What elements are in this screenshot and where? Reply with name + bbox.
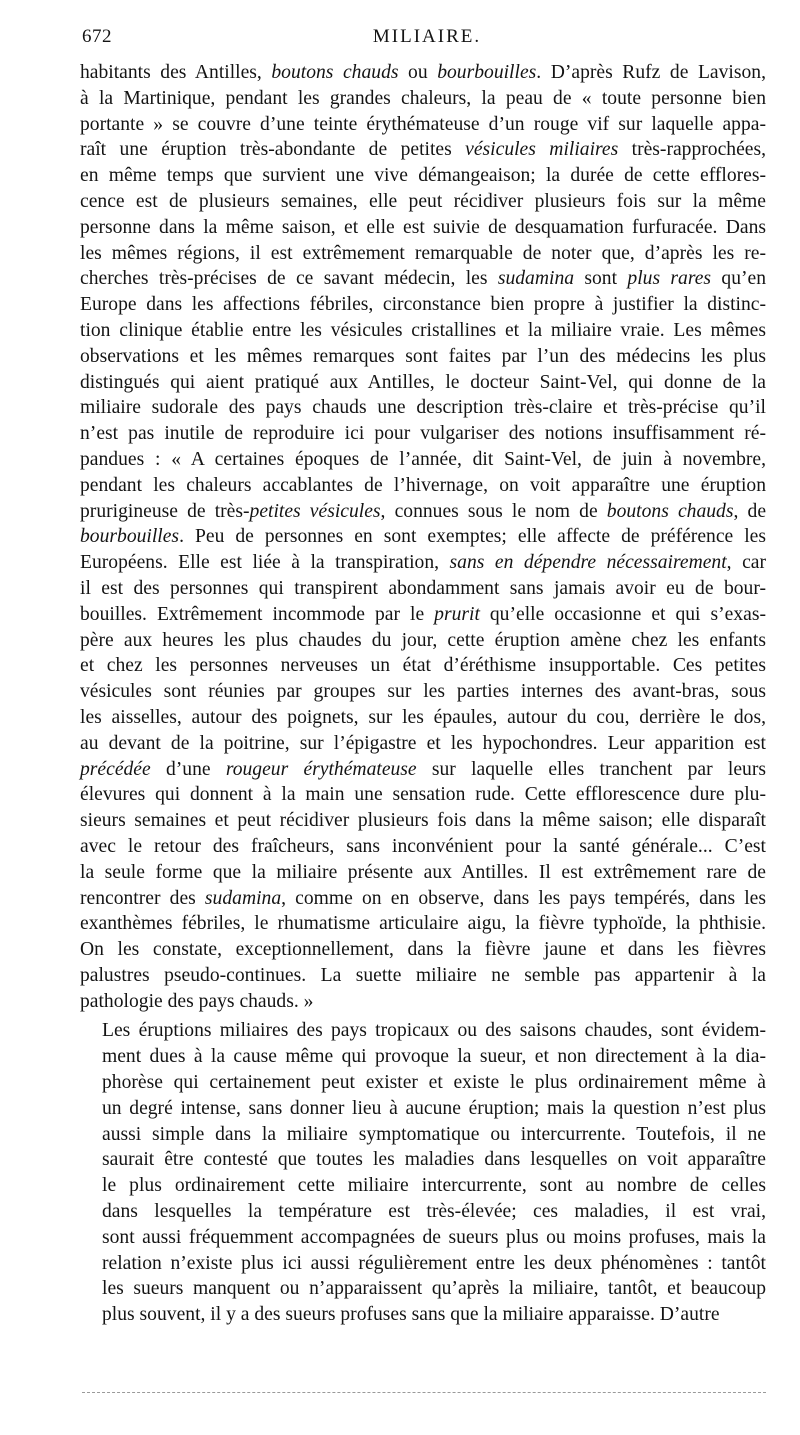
text-run: les sueurs manquent ou n’apparaissent qu’après la miliaire, tantôt, et beaucoup — [102, 1278, 766, 1300]
text-line — [80, 1147, 766, 1173]
text-run: On les constate, exceptionnellement, dans la fièvre jaune et dans les fièvres — [80, 939, 766, 961]
text-run: . Peu de personnes en sont exemptes; elle affecte de préférence les — [179, 526, 766, 548]
text-line — [80, 163, 766, 189]
text-line — [80, 1018, 766, 1044]
text-line — [80, 292, 766, 318]
text-line — [80, 318, 766, 344]
text-line — [80, 1302, 766, 1328]
text-run: pandues : « A certaines époques de l’année, dit Saint-Vel, de juin à novembre, — [80, 448, 766, 470]
text-line — [80, 1225, 766, 1251]
text-run: en même temps que survient une vive démangeaison; la durée de cette efflores- — [80, 165, 766, 187]
text-line — [80, 370, 766, 396]
text-line — [80, 679, 766, 705]
text-run: un degré intense, sans donner lieu à aucune éruption; mais la question n’est plus — [102, 1097, 766, 1119]
text-run: dans lesquelles la température est très-élevée; ces maladies, il est vrai, — [102, 1201, 766, 1223]
text-line — [80, 1173, 766, 1199]
text-line — [80, 86, 766, 112]
text-run: relation n’existe plus ici aussi régulièrement entre les deux phénomènes : tantôt — [102, 1252, 766, 1274]
text-run: tion clinique établie entre les vésicules cristallines et la miliaire vraie. Les mêmes — [80, 319, 766, 341]
text-line — [80, 628, 766, 654]
text-line — [80, 550, 766, 576]
text-run: ou — [398, 62, 438, 83]
text-run: les aisselles, autour des poignets, sur les épaules, autour du cou, derrière le dos, — [80, 706, 766, 728]
text-run: qu’en — [711, 268, 767, 290]
text-run: prurigineuse de très- — [80, 500, 250, 522]
text-line — [80, 241, 766, 267]
text-run: les mêmes régions, il est extrêmement remarquable de noter que, d’après les re- — [80, 242, 766, 264]
text-run: personne dans la même saison, et elle est suivie de desquamation furfuracée. Dans — [80, 216, 766, 238]
text-line — [80, 421, 766, 447]
text-line — [80, 473, 766, 499]
italic-run: bourbouilles — [437, 62, 537, 83]
text-run: sont — [574, 268, 628, 290]
text-line — [80, 808, 766, 834]
text-run: à la Martinique, pendant les grandes chaleurs, la peau de « toute personne bien — [80, 87, 766, 109]
text-line — [80, 499, 766, 525]
text-run: élevures qui donnent à la main une sensation rude. Cette efflorescence dure plu- — [80, 784, 766, 806]
text-run: pathologie des pays chauds. » — [80, 990, 314, 1012]
text-run: bouilles. Extrêmement incommode par le — [80, 603, 435, 625]
running-header — [82, 26, 772, 54]
text-line — [80, 1044, 766, 1070]
italic-run: sudamina — [204, 887, 282, 909]
text-line — [80, 705, 766, 731]
text-run: au devant de la poitrine, sur l’épigastre et les hypochondres. Leur apparition est — [80, 732, 766, 754]
text-line — [80, 1199, 766, 1225]
bottom-rule — [82, 1392, 766, 1393]
text-run: vésicules sont réunies par groupes sur les parties internes des avant-bras, sous — [80, 681, 766, 703]
italic-run: bourbouilles — [80, 526, 180, 548]
text-line — [80, 1251, 766, 1277]
text-line — [80, 834, 766, 860]
text-run: phorèse qui certainement peut exister et existe le plus ordinairement même à — [102, 1072, 766, 1094]
text-run: saurait être contesté que toutes les maladies dans lesquelles on voit apparaître — [102, 1149, 766, 1171]
italic-run: sudamina — [497, 268, 575, 290]
text-run: distingués qui aient pratiqué aux Antilles, le docteur Saint-Vel, qui donne de la — [80, 371, 766, 393]
text-run: Europe dans les affections fébriles, circonstance bien propre à justifier la distinc- — [80, 294, 766, 316]
text-run: palustres pseudo-continues. La suette miliaire ne semble pas appartenir à la — [80, 964, 766, 986]
text-run: observations et les mêmes remarques sont faites par l’un des médecins les plus — [80, 345, 766, 367]
text-run: Les éruptions miliaires des pays tropicaux ou des saisons chaudes, sont évidem- — [102, 1020, 766, 1042]
paragraph-1 — [80, 60, 766, 1014]
text-line — [80, 989, 766, 1015]
text-run: et chez les personnes nerveuses un état d’éréthisme insupportable. Ces petites — [80, 655, 766, 677]
text-line — [80, 215, 766, 241]
italic-run: vésicules miliaires — [465, 139, 619, 161]
text-line — [80, 576, 766, 602]
italic-run: plus rares — [627, 268, 712, 290]
text-line — [80, 1096, 766, 1122]
italic-run: précédée — [80, 758, 151, 780]
text-line — [80, 112, 766, 138]
text-line — [80, 524, 766, 550]
italic-run: prurit — [434, 603, 480, 625]
text-line — [80, 757, 766, 783]
text-run: . D’après Rufz de Lavison, — [536, 62, 766, 83]
text-run: sieurs semaines et peut récidiver plusieurs fois dans la même saison; elle disparaît — [80, 810, 766, 832]
text-line — [80, 782, 766, 808]
text-run: raît une éruption très-abondante de petites — [80, 139, 466, 161]
text-run: , comme on en observe, dans les pays tempérés, dans les — [281, 887, 766, 909]
paragraph-2 — [80, 1018, 766, 1328]
text-line — [80, 1070, 766, 1096]
text-line — [80, 886, 766, 912]
italic-run: petites vésicules — [249, 500, 381, 522]
text-run: miliaire sudorale des pays chauds une description très-claire et très-précise qu’il — [80, 397, 766, 419]
text-run: , car — [726, 552, 766, 574]
text-run: père aux heures les plus chaudes du jour, cette éruption amène chez les enfants — [80, 629, 766, 651]
text-line — [80, 395, 766, 421]
italic-run: rougeur érythémateuse — [225, 758, 417, 780]
text-line — [80, 60, 766, 86]
text-line — [80, 137, 766, 163]
text-line — [80, 653, 766, 679]
text-run: sur laquelle elles tranchent par leurs — [416, 758, 766, 780]
text-run: portante » se couvre d’une teinte érythémateuse d’un rouge vif sur laquelle appa- — [80, 113, 766, 135]
text-run: exanthèmes fébriles, le rhumatisme articulaire aigu, la fièvre typhoïde, la phthisie. — [80, 913, 766, 935]
italic-run: boutons chauds — [606, 500, 734, 522]
text-run: ment dues à la cause même qui provoque la sueur, et non directement à la dia- — [102, 1046, 766, 1068]
body-text — [80, 60, 766, 1328]
text-line — [80, 963, 766, 989]
text-line — [80, 860, 766, 886]
text-line — [80, 602, 766, 628]
text-run: habitants des Antilles, — [80, 62, 272, 83]
text-line — [80, 1122, 766, 1148]
text-run: cence est de plusieurs semaines, elle peut récidiver plusieurs fois sur la même — [80, 190, 766, 212]
text-run: le plus ordinairement cette miliaire intercurrente, sont au nombre de celles — [102, 1175, 766, 1197]
text-run: rencontrer des — [80, 887, 205, 909]
text-line — [80, 344, 766, 370]
text-run: il est des personnes qui transpirent abondamment sans jamais avoir eu de bour- — [80, 577, 766, 599]
text-run: , de — [733, 500, 767, 522]
text-run: d’une — [150, 758, 226, 780]
text-run: sont aussi fréquemment accompagnées de sueurs plus ou moins profuses, mais la — [102, 1226, 766, 1248]
text-line — [80, 731, 766, 757]
text-run: , connues sous le nom de — [380, 500, 607, 522]
text-line — [80, 911, 766, 937]
text-run: aussi simple dans la miliaire symptomatique ou intercurrente. Toutefois, il ne — [102, 1123, 766, 1145]
text-line — [80, 937, 766, 963]
text-line — [80, 266, 766, 292]
text-run: cherches très-précises de ce savant médecin, les — [80, 268, 498, 290]
text-run: Européens. Elle est liée à la transpiration, — [80, 552, 450, 574]
text-line — [80, 189, 766, 215]
italic-run: boutons chauds — [271, 62, 399, 83]
text-run: avec le retour des fraîcheurs, sans inconvénient pour la santé générale... C’est — [80, 835, 766, 857]
text-line — [80, 447, 766, 473]
text-run: plus souvent, il y a des sueurs profuses sans que la miliaire apparaisse. D’autre — [102, 1304, 720, 1326]
text-run: n’est pas inutile de reproduire ici pour vulgariser des notions insuffisamment ré- — [80, 423, 766, 445]
running-title: MILIAIRE. — [372, 26, 482, 47]
italic-run: sans en dépendre nécessairement — [449, 552, 727, 574]
text-run: pendant les chaleurs accablantes de l’hivernage, on voit apparaître une éruption — [80, 474, 766, 496]
text-run: la seule forme que la miliaire présente aux Antilles. Il est extrêmement rare de — [80, 861, 766, 883]
text-run: très-rapprochées, — [618, 139, 767, 161]
page-number: 672 — [82, 26, 112, 47]
text-line — [80, 1276, 766, 1302]
text-run: qu’elle occasionne et qui s’exas- — [479, 603, 766, 625]
